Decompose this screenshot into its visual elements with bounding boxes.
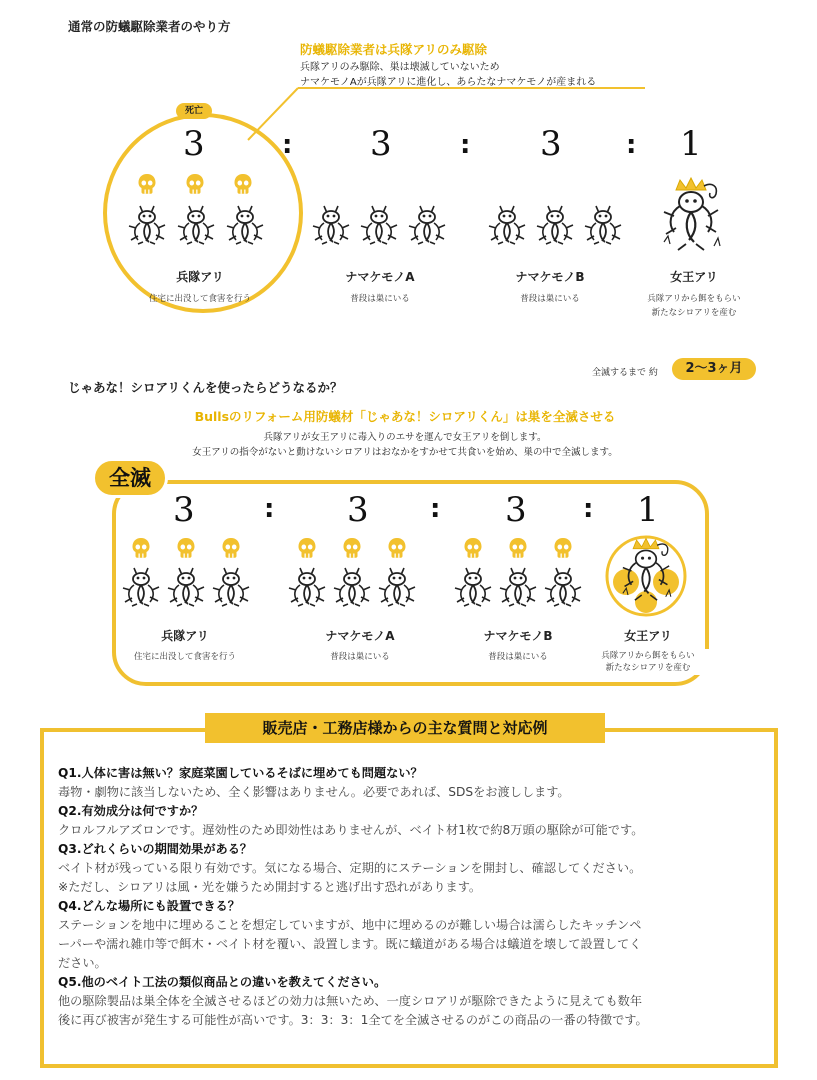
- faq-question: Q1.人体に害は無い？家庭菜園しているそばに埋めても問題ない？: [58, 766, 423, 780]
- skull-icon: [297, 537, 317, 559]
- skull-icon: [176, 537, 196, 559]
- faq-answer: 後に再び被害が発生する可能性が高いです。3：3：3：1全てを全滅させるのがこの商品の一番の特徴です。: [58, 1013, 648, 1027]
- soldier-ant-icon: [118, 562, 164, 608]
- worker-ant-icon: [580, 200, 626, 246]
- section2-headline: Bullsのリフォーム用防蟻材「じゃあな！シロアリくん」は巣を全滅させる: [194, 409, 616, 424]
- annihilation-badge: 全滅: [92, 458, 168, 498]
- worker-ant-icon: [484, 200, 530, 246]
- faq-answer: ださい。: [58, 956, 107, 970]
- group-label-soldier: 兵隊アリ: [161, 629, 209, 643]
- death-badge: 死亡: [176, 103, 212, 119]
- faq-list: [58, 764, 758, 1030]
- group-sub-namakemono-b: 普段は巣にいる: [488, 652, 548, 662]
- worker-ant-icon: [329, 562, 375, 608]
- group-label-soldier: 兵隊アリ: [176, 270, 224, 284]
- group-sub-queen-2: 新たなシロアリを産む: [574, 661, 722, 675]
- faq-title: 販売店・工務店様からの主な質問と対応例: [205, 713, 605, 743]
- period-badge: 2〜3ヶ月: [672, 358, 756, 380]
- ratio-colon: :: [460, 130, 471, 160]
- worker-ant-icon: [284, 562, 330, 608]
- faq-answer: ※ただし、シロアリは風・光を嫌うため開封すると逃げ出す恐れがあります。: [58, 880, 482, 894]
- ratio-colon: :: [282, 130, 293, 160]
- ratio-colon: :: [626, 130, 637, 160]
- soldier-ant-icon: [222, 200, 268, 246]
- faq-question: Q4.どんな場所にも設置できる？: [58, 899, 240, 913]
- queen-ant-icon: [656, 176, 726, 256]
- section1-desc-line1: 兵隊アリのみ駆除、巣は壊滅していないため: [300, 62, 500, 73]
- group-sub-soldier: 住宅に出没して食害を行う: [133, 652, 236, 662]
- group-sub-queen-1: 兵隊アリから餌をもらい: [647, 294, 741, 304]
- faq-question: Q5.他のベイト工法の類似商品との違いを教えてください。: [58, 975, 387, 989]
- faq-frame-top-right: [605, 728, 778, 732]
- section1-title: 通常の防蟻駆除業者のやり方: [68, 19, 231, 34]
- faq-answer: 毒物・劇物に該当しないため、全く影響はありません。必要であれば、SDSをお渡しします。: [58, 785, 570, 799]
- group-sub-namakemono-a: 普段は巣にいる: [350, 294, 410, 304]
- ratio-soldier: 3: [183, 124, 205, 164]
- period-prefix: 全滅するまで 約: [592, 368, 658, 378]
- faq-frame-top-left: [40, 728, 205, 732]
- worker-ant-icon: [374, 562, 420, 608]
- faq-question: Q2.有効成分は何ですか？: [58, 804, 204, 818]
- group-sub-queen-2: 新たなシロアリを産む: [651, 308, 737, 318]
- skull-icon: [137, 173, 157, 195]
- skull-icon: [131, 537, 151, 559]
- skull-icon: [553, 537, 573, 559]
- faq-answer: ーパーや濡れ雑巾等で餌木・ベイト材を覆い、設置します。既に蟻道がある場合は蟻道を壊して設置してく: [58, 937, 642, 951]
- faq-question: Q3.どれくらいの期間効果がある？: [58, 842, 253, 856]
- soldier-ant-icon: [173, 200, 219, 246]
- ratio-queen: 1: [637, 490, 659, 530]
- group-label-namakemono-b: ナマケモノB: [515, 270, 585, 284]
- worker-ant-icon: [404, 200, 450, 246]
- skull-icon: [221, 537, 241, 559]
- group-sub-queen-1: 兵隊アリから餌をもらい: [574, 649, 722, 663]
- section1-headline: 防蟻駆除業者は兵隊アリのみ駆除: [300, 42, 488, 57]
- ratio-colon: :: [264, 494, 275, 524]
- group-sub-namakemono-a: 普段は巣にいる: [330, 652, 390, 662]
- worker-ant-icon: [356, 200, 402, 246]
- soldier-ant-icon: [124, 200, 170, 246]
- worker-ant-icon: [450, 562, 496, 608]
- section2-desc-line2: 女王アリの指令がないと動けないシロアリはおなかをすかせて共食いを始め、巣の中で全滅します。: [192, 447, 618, 458]
- skull-icon: [463, 537, 483, 559]
- worker-ant-icon: [495, 562, 541, 608]
- group-label-namakemono-a: ナマケモノA: [345, 270, 415, 284]
- faq-answer: クロルフルアズロンです。遅効性のため即効性はありませんが、ベイト材1枚で約8万頭の駆除が可能です。: [58, 823, 644, 837]
- ratio-namakemono-a: 3: [347, 490, 369, 530]
- skull-icon: [233, 173, 253, 195]
- worker-ant-icon: [308, 200, 354, 246]
- skull-icon: [508, 537, 528, 559]
- group-sub-soldier: 住宅に出没して食害を行う: [148, 294, 251, 304]
- group-label-queen: 女王アリ: [670, 270, 718, 284]
- ratio-queen: 1: [680, 124, 702, 164]
- ratio-namakemono-b: 3: [540, 124, 562, 164]
- section2-desc-line1: 兵隊アリが女王アリに毒入りのエサを運んで女王アリを倒します。: [263, 432, 547, 443]
- group-label-namakemono-b: ナマケモノB: [483, 629, 553, 643]
- ratio-colon: :: [430, 494, 441, 524]
- section2-title: じゃあな！シロアリくんを使ったらどうなるか？: [68, 380, 343, 395]
- soldier-ant-icon: [208, 562, 254, 608]
- worker-ant-icon: [540, 562, 586, 608]
- faq-answer: 他の駆除製品は巣全体を全滅させるほどの効力は無いため、一度シロアリが駆除できたように見えても数年: [58, 994, 643, 1008]
- ratio-colon: :: [583, 494, 594, 524]
- faq-answer: ステーションを地中に埋めることを想定していますが、地中に埋めるのが難しい場合は濡らしたキッチンペ: [58, 918, 642, 932]
- soldier-ant-icon: [163, 562, 209, 608]
- skull-icon: [342, 537, 362, 559]
- faq-answer: ベイト材が残っている限り有効です。気になる場合、定期的にステーションを開封し、確認してください。: [58, 861, 642, 875]
- ratio-namakemono-a: 3: [370, 124, 392, 164]
- section1-callout-lines: [0, 0, 817, 340]
- worker-ant-icon: [532, 200, 578, 246]
- group-label-namakemono-a: ナマケモノA: [325, 629, 395, 643]
- group-sub-namakemono-b: 普段は巣にいる: [520, 294, 580, 304]
- section1-desc-line2: ナマケモノAが兵隊アリに進化し、あらたなナマケモノが産まれる: [300, 77, 597, 88]
- ratio-namakemono-b: 3: [505, 490, 527, 530]
- skull-icon: [387, 537, 407, 559]
- group-label-queen: 女王アリ: [624, 629, 672, 643]
- ratio-soldier: 3: [173, 490, 195, 530]
- skull-icon: [185, 173, 205, 195]
- dead-queen-icon: [604, 530, 688, 618]
